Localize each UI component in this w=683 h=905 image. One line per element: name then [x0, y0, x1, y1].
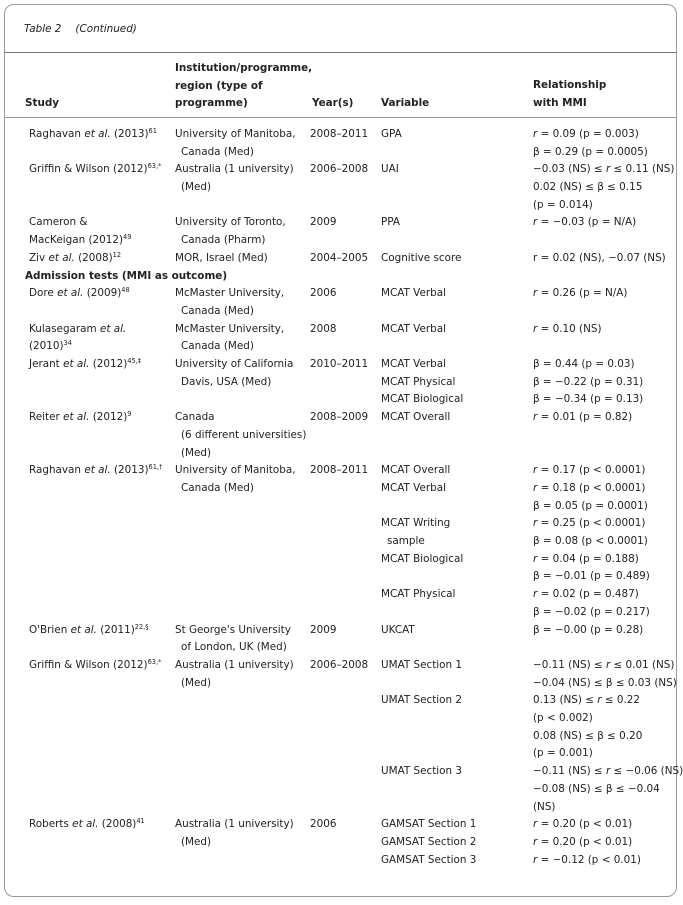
relationship-line — [533, 515, 645, 533]
text-run: = 0.20 (p < 0.01) — [537, 818, 633, 831]
text-run: r = 0.02 (NS), −0.07 (NS) — [533, 251, 666, 264]
text-run: (p < 0.002) — [533, 712, 593, 724]
footnote-ref: 41 — [136, 817, 145, 826]
text-run: = 0.10 (NS) — [537, 322, 602, 335]
relationship-line — [533, 391, 643, 409]
study-line — [29, 214, 88, 232]
variable-line: MCAT Biological — [381, 552, 464, 565]
institution-line: University of California — [175, 358, 294, 371]
study-line — [29, 356, 141, 374]
variable-line: MCAT Verbal — [381, 481, 446, 494]
variable-line: MCAT Overall — [381, 411, 451, 424]
table-number: Table 2 — [24, 23, 62, 35]
variable-line: UKCAT — [381, 623, 415, 636]
italic-text: et al. — [48, 251, 75, 264]
column-header-relationship-line: with MMI — [533, 96, 587, 109]
cell-years: 2008–2009 — [310, 411, 369, 424]
italic-text: r — [533, 588, 538, 601]
relationship-line — [533, 745, 593, 763]
variable-line: MCAT Biological — [381, 393, 464, 406]
study-line — [29, 250, 121, 268]
cell-years: 2009 — [310, 216, 337, 229]
text-run: −0.11 (NS) ≤ — [533, 765, 606, 778]
text-run: = 0.20 (p < 0.01) — [537, 835, 633, 848]
text-run: β = −0.22 (p = 0.31) — [533, 375, 644, 388]
relationship-line — [533, 285, 627, 303]
institution-line: Canada (Med) — [181, 340, 254, 353]
column-header-relationship — [533, 77, 653, 112]
cell-years: 2004–2005 — [310, 251, 369, 264]
table-row — [0, 321, 683, 356]
column-header-institution-line: Institution/programme, — [175, 62, 313, 74]
relationship-line — [533, 321, 602, 339]
relationship-line — [533, 675, 677, 693]
text-run: (NS) — [533, 800, 556, 813]
variable-line: UMAT Section 2 — [381, 694, 463, 707]
italic-text: et al. — [63, 411, 90, 424]
study-line — [29, 338, 72, 356]
study-line — [29, 321, 126, 339]
relationship-line — [533, 197, 593, 215]
institution-line: (Med) — [181, 446, 212, 459]
relationship-line — [533, 161, 674, 179]
table-continued-label: (Continued) — [75, 23, 137, 35]
relationship-line — [533, 763, 683, 781]
text-run: Reiter — [29, 411, 64, 424]
column-header-institution-line: region (type of — [175, 79, 263, 92]
text-run: β = −0.01 (p = 0.489) — [533, 570, 650, 583]
italic-text: et al. — [70, 623, 97, 636]
italic-text: et al. — [99, 322, 127, 335]
text-run: Raghavan — [29, 128, 85, 140]
cell-years: 2010–2011 — [310, 358, 369, 371]
text-run: β = 0.29 (p = 0.0005) — [533, 145, 648, 158]
header-divider — [4, 117, 677, 118]
variable-line: sample — [387, 535, 425, 548]
text-run: Raghavan — [29, 464, 85, 477]
relationship-line — [533, 250, 666, 268]
institution-line: (Med) — [181, 181, 212, 194]
variable-line: MCAT Verbal — [381, 358, 446, 371]
variable-line: MCAT Writing — [381, 517, 451, 530]
text-run: (p = 0.014) — [533, 198, 593, 211]
footnote-ref: 63,* — [147, 657, 162, 666]
text-run: (2012) — [89, 358, 128, 371]
relationship-line — [533, 710, 593, 728]
italic-text: r — [533, 835, 538, 848]
relationship-line — [533, 498, 648, 516]
text-run: Roberts — [29, 818, 73, 831]
italic-text: r — [533, 322, 538, 335]
text-run: ≤ 0.11 (NS) — [610, 163, 675, 176]
cell-years: 2006–2008 — [310, 658, 369, 671]
text-run: = −0.12 (p < 0.01) — [537, 853, 641, 866]
relationship-line — [533, 568, 650, 586]
text-run: −0.04 (NS) ≤ β ≤ 0.03 (NS) — [533, 676, 677, 689]
study-line — [29, 657, 161, 675]
institution-line: Australia (1 university) — [175, 163, 294, 176]
footnote-ref: 22,§ — [134, 622, 149, 631]
relationship-line — [533, 586, 639, 604]
italic-text: r — [533, 517, 538, 530]
footnote-ref: 34 — [63, 339, 72, 348]
italic-text: r — [605, 658, 611, 671]
variable-line: MCAT Physical — [381, 375, 456, 388]
text-run: Jerant — [29, 358, 64, 371]
italic-text: r — [533, 128, 538, 140]
text-run: = 0.18 (p < 0.0001) — [537, 481, 646, 494]
italic-text: et al. — [72, 818, 99, 831]
institution-line: Canada (Med) — [181, 145, 254, 158]
text-run: ≤ 0.22 — [601, 694, 640, 707]
table-body — [0, 126, 683, 869]
italic-text: r — [597, 694, 602, 707]
relationship-line — [533, 551, 639, 569]
column-header-institution-line: programme) — [175, 97, 248, 110]
variable-line: UMAT Section 1 — [381, 658, 463, 671]
text-run: = 0.09 (p = 0.003) — [537, 128, 639, 140]
text-run: −0.03 (NS) ≤ — [533, 163, 606, 176]
institution-line: Canada (Pharm) — [181, 234, 266, 247]
text-run: (2008) — [98, 818, 137, 831]
text-run: β = −0.02 (p = 0.217) — [533, 605, 650, 618]
text-run: = 0.25 (p < 0.0001) — [537, 517, 646, 530]
text-run: Griffin & Wilson (2012) — [29, 163, 148, 176]
table-row — [0, 409, 683, 462]
relationship-line — [533, 834, 632, 852]
italic-text: r — [533, 411, 538, 424]
study-line — [29, 126, 157, 144]
text-run: (p = 0.001) — [533, 747, 593, 760]
relationship-line — [533, 409, 632, 427]
variable-line: MCAT Physical — [381, 588, 456, 601]
column-header-variable: Variable — [381, 97, 430, 109]
relationship-line — [533, 356, 635, 374]
table-row — [0, 214, 683, 249]
variable-line: UMAT Section 3 — [381, 765, 463, 778]
footnote-ref: 63,* — [147, 162, 162, 171]
variable-line: MCAT Verbal — [381, 322, 446, 335]
table-row — [0, 161, 683, 214]
relationship-line — [533, 480, 645, 498]
relationship-line — [533, 622, 643, 640]
text-run: = −0.03 (p = N/A) — [537, 216, 637, 229]
italic-text: r — [533, 481, 538, 494]
footnote-ref: 9 — [127, 410, 132, 419]
institution-line: St George's University — [175, 623, 291, 636]
text-run: = 0.04 (p = 0.188) — [537, 552, 639, 565]
institution-line: (6 different universities) — [181, 428, 307, 441]
cell-years: 2009 — [310, 623, 337, 636]
relationship-line — [533, 728, 642, 746]
institution-line: Australia (1 university) — [175, 658, 294, 671]
text-run: Dore — [29, 287, 58, 300]
text-run: Griffin & Wilson (2012) — [29, 658, 148, 671]
text-run: (2011) — [96, 623, 135, 636]
text-run: (2013) — [110, 128, 149, 140]
study-line — [29, 161, 161, 179]
table-row — [0, 250, 683, 268]
variable-line: GPA — [381, 128, 402, 140]
cell-years: 2008 — [310, 322, 337, 335]
italic-text: r — [605, 765, 611, 778]
footnote-ref: 48 — [121, 286, 130, 295]
text-run: (2009) — [83, 287, 122, 300]
italic-text: r — [533, 818, 538, 831]
text-run: = 0.17 (p < 0.0001) — [537, 464, 646, 477]
variable-line: Cognitive score — [381, 251, 462, 264]
relationship-line — [533, 144, 648, 162]
relationship-line — [533, 657, 674, 675]
variable-line: GAMSAT Section 2 — [381, 835, 477, 848]
institution-line: MOR, Israel (Med) — [175, 251, 268, 264]
relationship-line — [533, 374, 643, 392]
institution-line: Canada (Med) — [181, 304, 254, 317]
text-run: (2010) — [29, 340, 64, 353]
cell-years: 2006 — [310, 287, 337, 300]
relationship-line — [533, 214, 636, 232]
text-run: (2012) — [89, 411, 128, 424]
text-run: = 0.02 (p = 0.487) — [537, 588, 639, 601]
text-run: = 0.01 (p = 0.82) — [537, 411, 633, 424]
footnote-ref: 61,† — [148, 463, 163, 472]
section-heading-label: Admission tests (MMI as outcome) — [25, 269, 228, 282]
cell-years: 2008–2011 — [310, 464, 369, 477]
table-row — [0, 657, 683, 816]
institution-line: (Med) — [181, 835, 212, 848]
institution-line: Davis, USA (Med) — [181, 375, 272, 388]
cell-years: 2008–2011 — [310, 128, 369, 140]
italic-text: r — [605, 163, 611, 176]
institution-line: University of Toronto, — [175, 216, 286, 229]
table-caption — [24, 21, 137, 39]
text-run: β = 0.05 (p = 0.0001) — [533, 499, 648, 512]
column-header-relationship-line: Relationship — [533, 79, 607, 91]
relationship-line — [533, 126, 639, 144]
italic-text: r — [533, 552, 538, 565]
relationship-line — [533, 533, 648, 551]
institution-line: (Med) — [181, 676, 212, 689]
text-run: β = 0.08 (p < 0.0001) — [533, 535, 648, 548]
text-run: MacKeigan (2012) — [29, 234, 124, 247]
text-run: −0.11 (NS) ≤ — [533, 658, 606, 671]
footnote-ref: 12 — [112, 250, 122, 259]
text-run: Cameron & — [29, 216, 88, 229]
relationship-line — [533, 604, 650, 622]
table-row — [0, 356, 683, 409]
text-run: Ziv — [29, 251, 49, 264]
institution-line: Canada — [175, 411, 215, 424]
study-line — [29, 816, 145, 834]
institution-line: University of Manitoba, — [175, 464, 296, 477]
table-row — [0, 285, 683, 320]
institution-line: University of Manitoba, — [175, 128, 296, 140]
column-header-institution — [175, 60, 313, 113]
caption-divider — [4, 52, 677, 53]
cell-years: 2006 — [310, 818, 337, 831]
text-run: 0.13 (NS) ≤ — [533, 694, 598, 707]
table-row — [0, 126, 683, 161]
relationship-line — [533, 781, 660, 799]
institution-line: Australia (1 university) — [175, 818, 294, 831]
variable-line: PPA — [381, 216, 400, 229]
variable-line: GAMSAT Section 1 — [381, 818, 477, 831]
institution-line: Canada (Med) — [181, 481, 254, 494]
institution-line: McMaster University, — [175, 322, 285, 335]
text-run: ≤ −0.06 (NS) — [610, 765, 683, 778]
relationship-line — [533, 462, 645, 480]
footnote-ref: 61 — [148, 127, 157, 135]
italic-text: r — [533, 464, 538, 477]
study-line — [29, 285, 130, 303]
text-run: Kulasegaram — [29, 322, 100, 335]
text-run: (2008) — [74, 251, 113, 264]
section-heading — [0, 268, 683, 286]
footnote-ref: 49 — [123, 233, 132, 242]
relationship-line — [533, 179, 642, 197]
study-line — [29, 409, 131, 427]
italic-text: et al. — [84, 464, 111, 477]
column-header-study: Study — [25, 97, 60, 109]
text-run: = 0.26 (p = N/A) — [537, 287, 628, 300]
text-run: (2013) — [110, 464, 149, 477]
text-run: ≤ 0.01 (NS) — [610, 658, 675, 671]
text-run: O'Brien — [29, 623, 71, 636]
text-run: β = −0.34 (p = 0.13) — [533, 393, 644, 406]
italic-text: et al. — [63, 358, 90, 371]
variable-line: GAMSAT Section 3 — [381, 853, 477, 866]
text-run: 0.02 (NS) ≤ β ≤ 0.15 — [533, 181, 643, 194]
table-row — [0, 816, 683, 869]
text-run: −0.08 (NS) ≤ β ≤ −0.04 — [533, 782, 660, 795]
text-run: β = 0.44 (p = 0.03) — [533, 358, 635, 371]
table-row — [0, 462, 683, 621]
relationship-line — [533, 692, 640, 710]
variable-line: MCAT Verbal — [381, 287, 446, 300]
study-line — [29, 622, 149, 640]
variable-line: MCAT Overall — [381, 464, 451, 477]
relationship-line — [533, 816, 632, 834]
italic-text: et al. — [84, 128, 111, 140]
institution-line: McMaster University, — [175, 287, 285, 300]
footnote-ref: 45,‡ — [127, 357, 142, 366]
text-run: β = −0.00 (p = 0.28) — [533, 623, 644, 636]
relationship-line — [533, 799, 555, 817]
table-row — [0, 622, 683, 657]
text-run: 0.08 (NS) ≤ β ≤ 0.20 — [533, 729, 643, 742]
study-line — [29, 232, 131, 250]
italic-text: r — [533, 287, 538, 300]
italic-text: et al. — [57, 287, 84, 300]
column-header-years: Year(s) — [312, 97, 354, 109]
cell-years: 2006–2008 — [310, 163, 369, 176]
institution-line: of London, UK (Med) — [181, 641, 287, 654]
italic-text: r — [533, 853, 538, 866]
italic-text: r — [533, 216, 538, 229]
relationship-line — [533, 852, 641, 870]
variable-line: UAI — [381, 163, 399, 176]
study-line — [29, 462, 162, 480]
